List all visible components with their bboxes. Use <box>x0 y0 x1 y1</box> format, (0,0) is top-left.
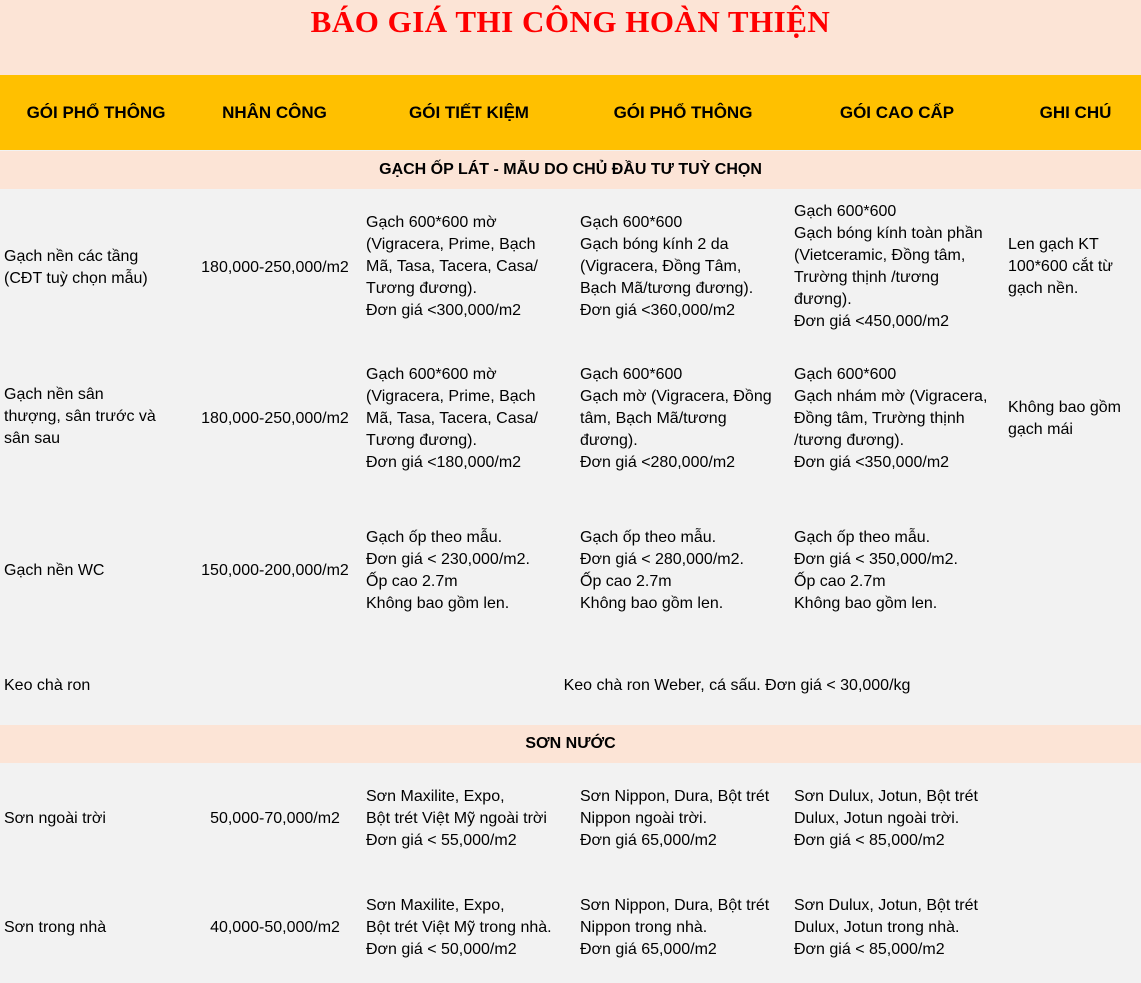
header-labor: NHÂN CÔNG <box>222 103 327 122</box>
table-row-item: Keo chà ron <box>4 677 91 694</box>
row-standard-package: Sơn Nippon, Dura, Bột trét Nippon ngoài trời. Đơn giá 65,000/m2 <box>580 788 770 849</box>
row-standard-package: Gạch 600*600 Gạch mờ (Vigracera, Đồng tâm, Bạch Mã/tương đương). Đơn giá <280,000/m2 <box>580 366 772 471</box>
row-premium-package: Gạch 600*600 Gạch bóng kính toàn phần (Vietceramic, Đồng tâm, Trường thịnh /tương đương). Đơn giá <450,000/m2 <box>794 203 983 330</box>
row-merged-description: Keo chà ron Weber, cá sấu. Đơn giá < 30,000/kg <box>563 677 911 694</box>
row-labor-price: 40,000-50,000/m2 <box>210 919 340 936</box>
row-premium-package: Sơn Dulux, Jotun, Bột trét Dulux, Jotun trong nhà. Đơn giá < 85,000/m2 <box>794 897 978 958</box>
row-note: Len gạch KT 100*600 cắt từ gạch nền. <box>1008 236 1114 297</box>
row-labor-price: 50,000-70,000/m2 <box>210 810 340 827</box>
row-labor-price: 180,000-250,000/m2 <box>201 410 349 427</box>
row-premium-package: Gạch 600*600 Gạch nhám mờ (Vigracera, Đồng tâm, Trường thịnh /tương đương). Đơn giá <350,000/m2 <box>794 366 988 471</box>
header-package-premium: GÓI CAO CẤP <box>839 103 955 122</box>
row-labor-price: 150,000-200,000/m2 <box>201 562 349 579</box>
row-premium-package: Gạch ốp theo mẫu. Đơn giá < 350,000/m2. Ốp cao 2.7m Không bao gồm len. <box>794 529 958 612</box>
row-premium-package: Sơn Dulux, Jotun, Bột trét Dulux, Jotun ngoài trời. Đơn giá < 85,000/m2 <box>794 788 978 849</box>
row-item-label: Gạch nền các tầng (CĐT tuỳ chọn mẫu) <box>4 248 148 287</box>
row-saving-package: Sơn Maxilite, Expo, Bột trét Việt Mỹ ngoài trời Đơn giá < 55,000/m2 <box>366 788 547 849</box>
header-package-standard-1: GÓI PHỔ THÔNG <box>26 103 166 122</box>
row-standard-package: Gạch 600*600 Gạch bóng kính 2 da (Vigracera, Đồng Tâm, Bạch Mã/tương đương). Đơn giá <360,000/m2 <box>580 214 754 319</box>
row-note: Không bao gồm gạch mái <box>1008 399 1121 438</box>
row-labor-price: 180,000-250,000/m2 <box>201 259 349 276</box>
table-row-item: Sơn ngoài trời <box>4 810 106 827</box>
table-row-item: Gạch nền WC <box>4 562 105 579</box>
row-saving-package: Gạch 600*600 mờ (Vigracera, Prime, Bạch Mã, Tasa, Tacera, Casa/ Tương đương). Đơn giá <300,000/m2 <box>366 214 538 319</box>
page-title: BÁO GIÁ THI CÔNG HOÀN THIỆN <box>310 4 831 39</box>
row-standard-package: Sơn Nippon, Dura, Bột trét Nippon trong nhà. Đơn giá 65,000/m2 <box>580 897 770 958</box>
table-row-item <box>4 233 189 303</box>
row-saving-package: Sơn Maxilite, Expo, Bột trét Việt Mỹ trong nhà. Đơn giá < 50,000/m2 <box>366 897 552 958</box>
header-notes: GHI CHÚ <box>1039 103 1112 122</box>
row-standard-package: Gạch ốp theo mẫu. Đơn giá < 280,000/m2. Ốp cao 2.7m Không bao gồm len. <box>580 529 744 612</box>
section-title-paint: SƠN NƯỚC <box>0 725 1141 763</box>
table-row-item: Gạch nền sân thượng, sân trước và sân sau <box>4 386 156 447</box>
section-title-tiles: GẠCH ỐP LÁT - MẪU DO CHỦ ĐẦU TƯ TUỲ CHỌN <box>0 151 1141 189</box>
row-saving-package: Gạch 600*600 mờ (Vigracera, Prime, Bạch Mã, Tasa, Tacera, Casa/ Tương đương). Đơn giá <180,000/m2 <box>366 366 538 471</box>
table-row-item: Sơn trong nhà <box>4 919 107 936</box>
row-saving-package: Gạch ốp theo mẫu. Đơn giá < 230,000/m2. Ốp cao 2.7m Không bao gồm len. <box>366 529 530 612</box>
header-package-standard-2: GÓI PHỔ THÔNG <box>613 103 753 122</box>
header-package-saving: GÓI TIẾT KIỆM <box>409 103 529 122</box>
